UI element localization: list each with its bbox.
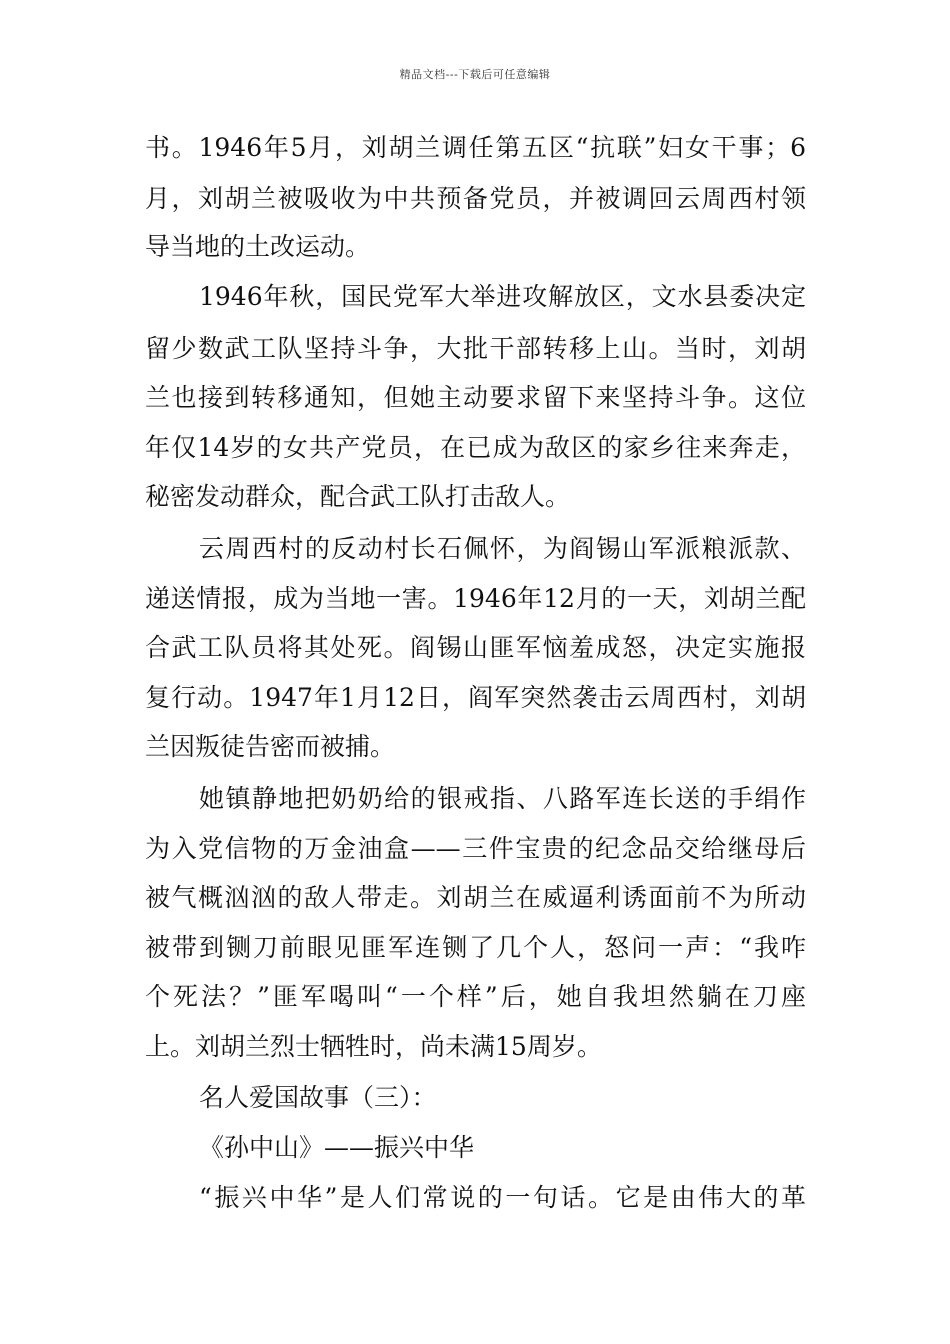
text-line: 云周西村的反动村长石佩怀，为阎锡山军派粮派款、 <box>199 534 806 563</box>
text-line: 递送情报，成为当地一害。1946年12月的一天，刘胡兰配 <box>145 584 806 613</box>
text-line: 上。刘胡兰烈士牺牲时，尚未满15周岁。 <box>145 1032 602 1061</box>
text-line: 留少数武工队坚持斗争，大批干部转移上山。当时，刘胡 <box>145 334 806 363</box>
text-line: 兰也接到转移通知，但她主动要求留下来坚持斗争。这位 <box>145 383 806 412</box>
text-line: 复行动。1947年1月12日，阎军突然袭击云周西村，刘胡 <box>145 683 806 712</box>
text-line: “振兴中华”是人们常说的一句话。它是由伟大的革 <box>199 1183 806 1212</box>
text-line: 为入党信物的万金油盒——三件宝贵的纪念品交给继母后 <box>145 834 806 863</box>
text-line: 书。1946年5月，刘胡兰调任第五区“抗联”妇女干事；6 <box>145 133 806 162</box>
text-line: 合武工队员将其处死。阎锡山匪军恼羞成怒，决定实施报 <box>145 633 806 662</box>
text-line: 个死法？”匪军喝叫“一个样”后，她自我坦然躺在刀座 <box>145 982 806 1011</box>
text-line: 月，刘胡兰被吸收为中共预备党员，并被调回云周西村领 <box>145 184 806 213</box>
text-line: 兰因叛徒告密而被捕。 <box>145 732 396 761</box>
text-line: 她镇静地把奶奶给的银戒指、八路军连长送的手绢作 <box>199 784 806 813</box>
story-title: 《孙中山》——振兴中华 <box>199 1133 475 1162</box>
text-line: 1946年秋，国民党军大举进攻解放区，文水县委决定 <box>199 282 806 311</box>
page-header: 精品文档---下载后可任意编辑 <box>399 68 551 81</box>
text-line: 被带到铡刀前眼见匪军连铡了几个人，怒问一声：“我咋 <box>145 933 806 962</box>
text-line: 导当地的土改运动。 <box>145 232 371 261</box>
section-heading: 名人爱国故事（三）： <box>199 1083 437 1112</box>
text-line: 年仅14岁的女共产党员，在已成为敌区的家乡往来奔走， <box>145 433 806 462</box>
text-line: 秘密发动群众，配合武工队打击敌人。 <box>145 482 571 511</box>
text-line: 被气概汹汹的敌人带走。刘胡兰在威逼利诱面前不为所动 <box>145 883 806 912</box>
